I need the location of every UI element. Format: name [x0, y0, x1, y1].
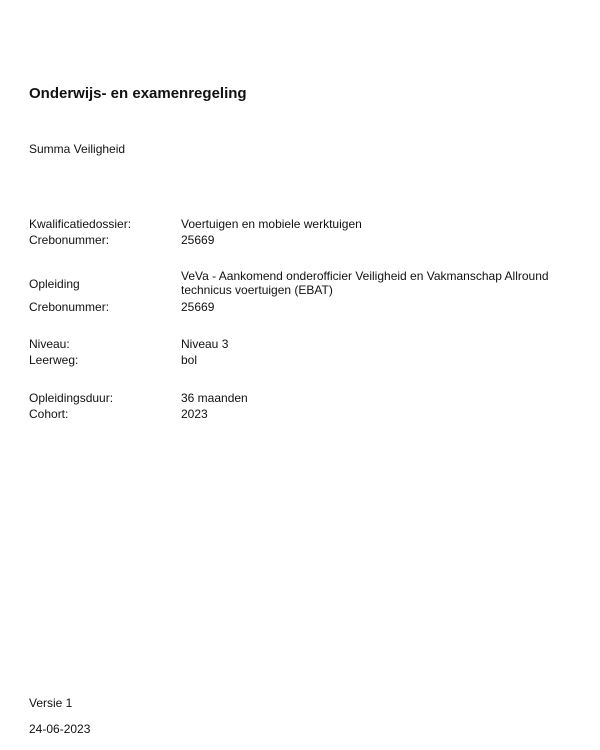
opleidingsduur-value: 36 maanden [181, 391, 248, 405]
kwalificatiedossier-value: Voertuigen en mobiele werktuigen [181, 217, 362, 231]
niveau-label: Niveau: [29, 337, 70, 351]
cohort-label: Cohort: [29, 407, 69, 421]
leerweg-label: Leerweg: [29, 353, 79, 367]
opleiding-value: VeVa - Aankomend onderofficier Veiligheid en Vakmanschap Allround technicus voertuigen (EBAT) [181, 269, 549, 297]
crebonummer-dossier-value: 25669 [181, 233, 215, 247]
page-title: Onderwijs- en examenregeling [29, 85, 247, 102]
organization-name: Summa Veiligheid [29, 142, 126, 156]
opleidingsduur-label: Opleidingsduur: [29, 391, 114, 405]
document-date: 24-06-2023 [29, 722, 91, 736]
version-label: Versie 1 [29, 696, 73, 710]
kwalificatiedossier-label: Kwalificatiedossier: [29, 217, 132, 231]
opleiding-label: Opleiding [29, 277, 80, 291]
crebonummer-opleiding-label: Crebonummer: [29, 300, 110, 314]
crebonummer-dossier-label: Crebonummer: [29, 233, 110, 247]
cohort-value: 2023 [181, 407, 208, 421]
crebonummer-opleiding-value: 25669 [181, 300, 215, 314]
niveau-value: Niveau 3 [181, 337, 229, 351]
leerweg-value: bol [181, 353, 198, 367]
